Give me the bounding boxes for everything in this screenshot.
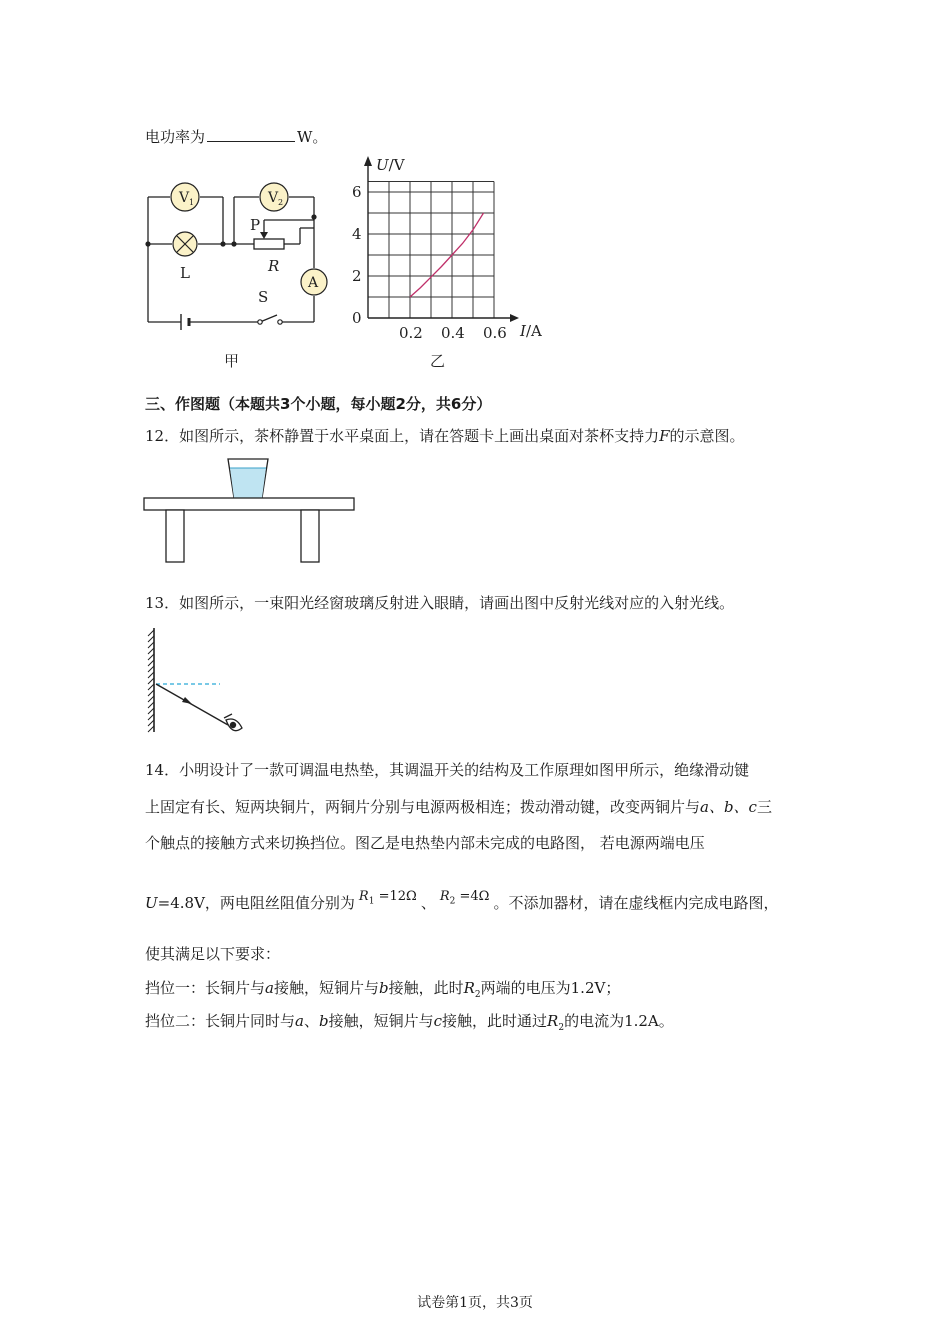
hatch-mark: [148, 702, 154, 708]
y-tick-label: 4: [352, 225, 362, 243]
table-top: [144, 498, 354, 510]
switch-label: S: [258, 288, 269, 306]
q14-voltage-var: U: [145, 894, 158, 912]
hatch-mark: [148, 708, 154, 714]
junction-dot: [231, 241, 236, 246]
ammeter-label: A: [308, 275, 319, 291]
circuit-diagram: [140, 170, 340, 370]
r1-formula: $R_1 =12\Omega$: [358, 889, 417, 907]
hatch-mark: [148, 666, 154, 672]
v2-label: V: [268, 190, 279, 206]
hatch-mark: [148, 690, 154, 696]
hatch-mark: [148, 654, 154, 660]
table-leg-left: [166, 510, 184, 562]
mirror-hatching: [148, 630, 154, 732]
switch-pivot: [258, 320, 262, 324]
junction-dot: [145, 241, 150, 246]
q11-answer-line: [145, 127, 327, 147]
y-tick-label: 6: [352, 183, 362, 201]
mirror-eye-figure: [140, 622, 260, 742]
y-tick-label: 0: [352, 309, 362, 327]
hatch-mark: [148, 684, 154, 690]
lamp-label: L: [180, 264, 190, 282]
reflected-ray: [156, 684, 228, 725]
question-13: 13．如图所示，一束阳光经窗玻璃反射进入眼睛，请画出图中反射光线对应的入射光线。: [145, 594, 735, 612]
q14-line2-end: 三: [756, 798, 772, 816]
question-14-line5: 使其满足以下要求：: [145, 945, 281, 963]
hatch-mark: [148, 630, 154, 636]
hatch-mark: [148, 672, 154, 678]
v1-subscript: 1: [189, 198, 195, 207]
eye-icon: [224, 714, 242, 731]
q11-prefix: 电功率为: [145, 128, 206, 146]
resistor-label: R: [268, 257, 280, 275]
hatch-mark: [148, 696, 154, 702]
u-i-graph: [340, 150, 560, 372]
q12-text-end: 的示意图。: [669, 427, 745, 445]
question-12: [145, 426, 745, 446]
q14-line2-text: 上固定有长、短两块铜片，两铜片分别与电源两极相连；拨动滑动键，改变两铜片与: [145, 798, 701, 816]
graph-grid: [368, 182, 494, 319]
hatch-mark: [148, 660, 154, 666]
q12-text: 12．如图所示，茶杯静置于水平桌面上，请在答题卡上画出桌面对茶杯支持力: [145, 427, 660, 445]
page-footer: 试卷第1页，共3页: [417, 1295, 533, 1311]
slider-label: P: [250, 216, 261, 234]
junction-dot: [220, 241, 225, 246]
v2-subscript: 2: [278, 198, 284, 207]
hatch-mark: [148, 642, 154, 648]
question-14-line3: 个触点的接触方式来切换挡位。图乙是电热垫内部未完成的电路图， 若电源两端电压: [145, 834, 705, 852]
q14-contact-vars: a、b、c: [700, 798, 757, 816]
x-tick-label: 0.2: [399, 324, 423, 342]
question-14-line4: [145, 889, 779, 920]
hatch-mark: [148, 678, 154, 684]
x-tick-label: 0.6: [483, 324, 507, 342]
table-cup-figure: [140, 452, 360, 572]
answer-blank[interactable]: [207, 127, 295, 142]
x-tick-label: 0.4: [441, 324, 465, 342]
v1-label: V: [179, 190, 190, 206]
q12-force-var: F: [659, 427, 670, 445]
hatch-mark: [148, 714, 154, 720]
y-axis-arrow-icon: [364, 156, 372, 166]
table-leg-right: [301, 510, 319, 562]
x-axis-label: I/A: [520, 322, 542, 340]
x-axis-arrow-icon: [510, 314, 519, 322]
figure-caption-jia: 甲: [224, 352, 240, 370]
hatch-mark: [148, 636, 154, 642]
slider-arrow-icon: [260, 232, 268, 239]
hatch-mark: [148, 648, 154, 654]
r2-formula: $R_2 =4\Omega$: [439, 889, 490, 907]
q11-suffix: W。: [297, 128, 328, 146]
junction-dot: [311, 214, 316, 219]
q14-separator: 、: [420, 894, 436, 912]
q14-line4-end: 。不添加器材，请在虚线框内完成电路图，: [493, 894, 779, 912]
q14-line4-text: =4.8V，两电阻丝阻值分别为: [157, 894, 355, 912]
y-tick-label: 2: [352, 267, 362, 285]
switch-contact: [278, 320, 282, 324]
hatch-mark: [148, 726, 154, 732]
question-14-gear1: 挡位一：长铜片与a接触，短铜片与b接触，此时$R_2$两端的电压为1.2V；: [145, 979, 621, 1000]
figure-caption-yi: 乙: [430, 352, 446, 370]
section-heading: 三、作图题（本题共3个小题，每小题2分，共6分）: [145, 395, 492, 413]
y-axis-label: U/V: [376, 156, 405, 174]
hatch-mark: [148, 720, 154, 726]
ray-arrow-icon: [182, 697, 192, 704]
question-14-line2: [145, 797, 772, 817]
question-14-gear2: 挡位二：长铜片同时与a、b接触，短铜片与c接触，此时通过$R_2$的电流为1.2A。: [145, 1012, 674, 1033]
cup-water: [230, 468, 266, 498]
question-14-line1: 14．小明设计了一款可调温电热垫，其调温开关的结构及工作原理如图甲所示，绝缘滑动键: [145, 761, 750, 779]
